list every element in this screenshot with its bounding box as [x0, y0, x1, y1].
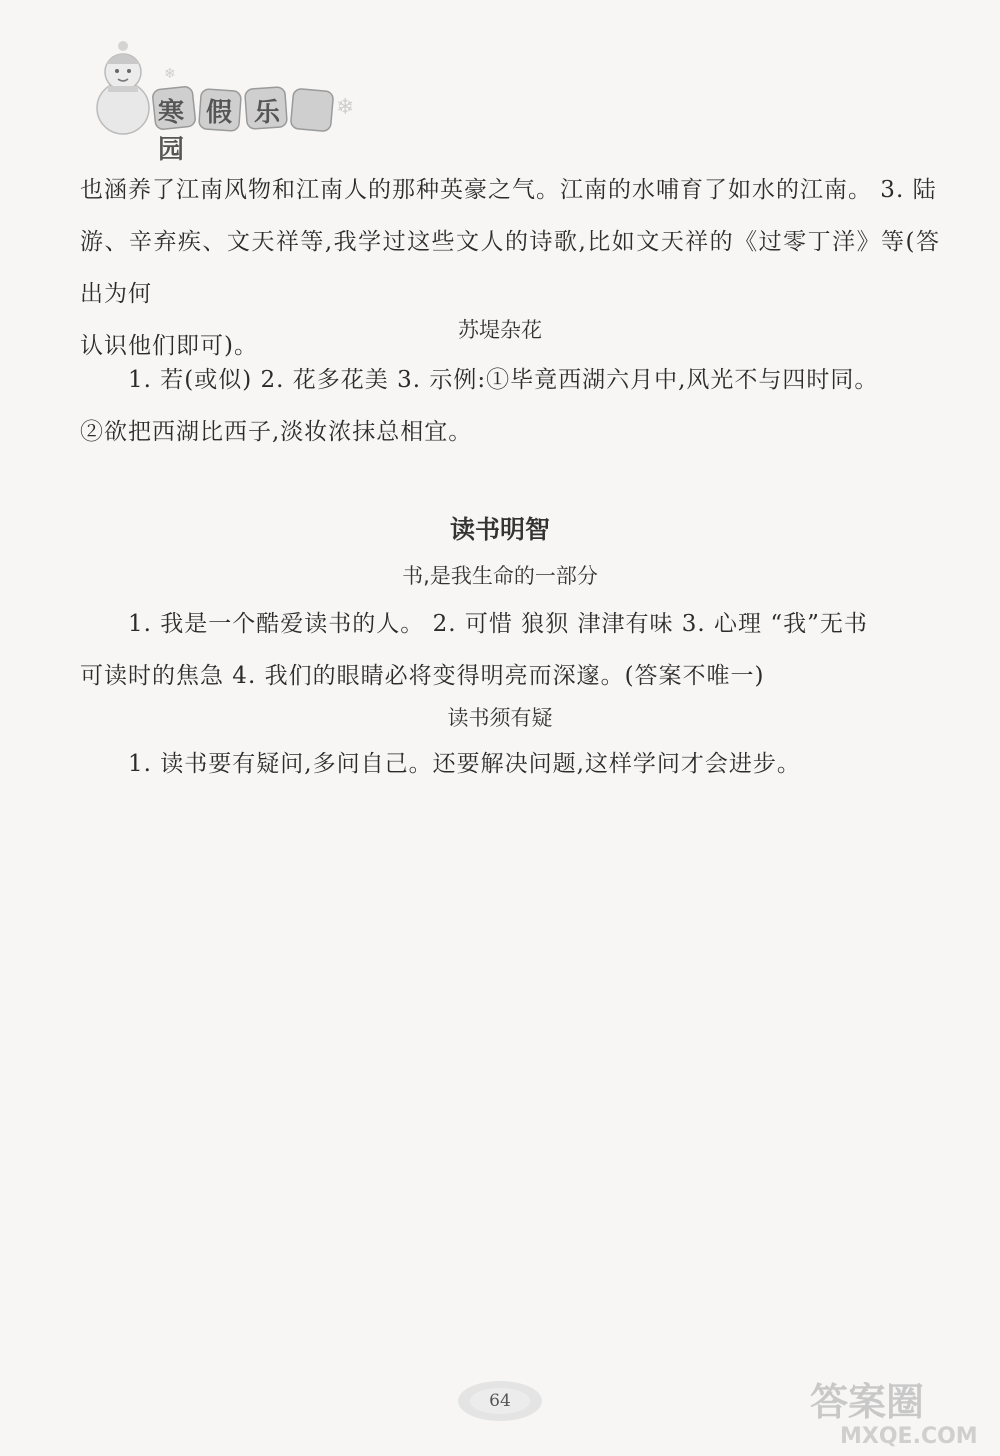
text-line: 也涵养了江南风物和江南人的那种英豪之气。江南的水哺育了如水的江南。 3. 陆: [80, 177, 937, 203]
svg-text:答案圈: 答案圈: [810, 1380, 925, 1424]
text-line: 1. 我是一个酷爱读书的人。 2. 可惜 狼狈 津津有味 3. 心理 “我”无书: [128, 611, 868, 637]
watermark-logo: [800, 1375, 990, 1450]
subheading-book: 书,是我生命的一部分: [402, 564, 598, 588]
svg-text:❄: ❄: [164, 66, 176, 82]
doubt-answers: [80, 738, 940, 790]
header-decoration: [80, 30, 360, 165]
subheading-doubt: 读书须有疑: [447, 706, 553, 730]
svg-text:❄: ❄: [336, 95, 355, 120]
page-number-text: 64: [489, 1391, 511, 1411]
text-line: 认识他们即可)。: [80, 333, 258, 359]
text-line: 1. 若(或似) 2. 花多花美 3. 示例:①毕竟西湖六月中,风光不与四时同。: [128, 367, 879, 393]
text-line: ②欲把西湖比西子,淡妆浓抹总相宜。: [80, 419, 473, 445]
text-line: 1. 读书要有疑问,多问自己。还要解决问题,这样学问才会进步。: [128, 751, 801, 777]
subheading-sudi: 苏堤杂花: [458, 318, 542, 342]
watermark-graphic: [800, 1375, 990, 1450]
snowman-icon: [88, 38, 158, 138]
text-line: 可读时的焦急 4. 我们的眼睛必将变得明亮而深邃。(答案不唯一): [80, 663, 765, 689]
book-answers: [80, 598, 940, 702]
section-title: 读书明智: [449, 515, 550, 544]
page-number: [455, 1378, 545, 1424]
text-line: 游、辛弃疾、文天祥等,我学过这些文人的诗歌,比如文天祥的《过零丁洋》等(答出为何: [80, 229, 940, 307]
banner-text: 寒假乐园: [158, 98, 303, 165]
sudi-answers: [80, 354, 940, 458]
svg-text:MXQE.COM: MXQE.COM: [840, 1424, 978, 1449]
